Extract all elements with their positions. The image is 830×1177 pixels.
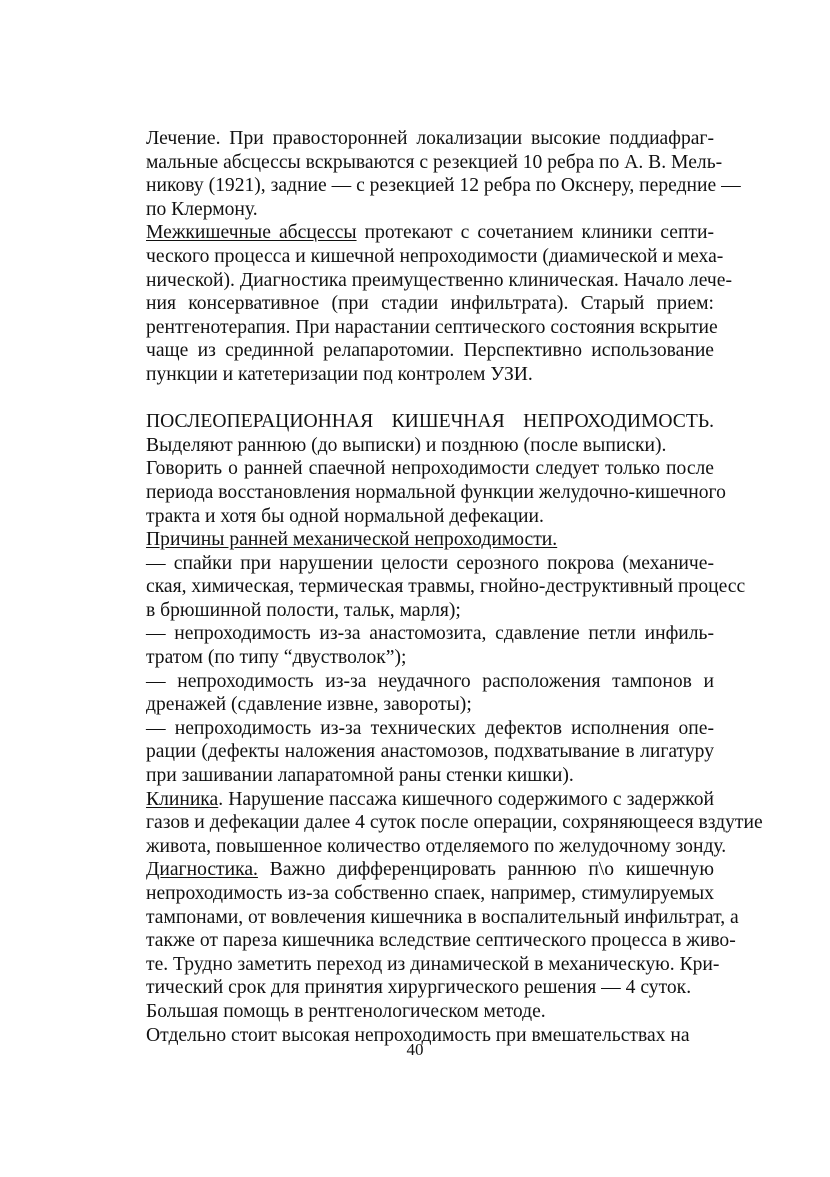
line-text: — непроходимость из-за технических дефектов исполнения опе- [146,717,714,739]
text-line [117,528,714,552]
text-line [117,811,763,835]
text-line [117,292,714,316]
underlined-heading: Причины ранней механической непроходимости. [146,529,558,551]
line-text: в брюшинной полости, тальк, марля); [146,599,461,621]
line-text: непроходимость из-за собственно спаек, например, стимулируемых [146,883,714,904]
line-text: периода восстановления нормальной функции желудочно-кишечного [146,481,726,503]
text-line [117,363,714,387]
line-text: Лечение. При правосторонней локализации высокие поддиафраг- [146,128,714,149]
text-line [117,198,714,222]
line-text: газов и дефекации далее 4 суток после операции, сохряняющееся вздутие [146,812,763,834]
text-line [117,552,714,576]
paragraph-p12 [117,1000,714,1024]
text-line [117,1000,714,1024]
text-line [117,434,714,458]
text-line [117,410,714,434]
list-item-anastomositis [117,622,714,669]
text-line [117,929,736,953]
line-text: Выделяют раннюю (до выписки) и позднюю (после выписки). [146,434,667,456]
subheading-causes [117,528,714,552]
list-item-adhesions [117,552,746,623]
text-line [117,835,727,859]
text-line [117,670,714,694]
line-text: нической). Диагностика преимущественно клиническая. Начало лече- [146,269,732,291]
paragraph-clinic [117,788,763,859]
line-text: ния консервативное (при стадии инфильтрата). Старый прием: [146,293,714,315]
line-text: дренажей (сдавление извне, завороты); [146,694,472,716]
text-line [117,575,746,599]
text-line [117,481,726,505]
text-line [117,740,714,764]
line-text: пункции и катетеризации под контролем УЗИ. [146,363,533,385]
line-text: те. Трудно заметить переход из динамической в механическую. Кри- [146,953,720,975]
underlined-heading: Диагностика. [146,859,258,881]
text-line [117,505,714,529]
paragraph-p4 [117,457,726,528]
line-text: Важно дифференцировать раннюю п\о кишечную [257,859,714,881]
text-line [117,976,714,1000]
text-line [117,788,714,812]
line-text: ПОСЛЕОПЕРАЦИОННАЯ КИШЕЧНАЯ НЕПРОХОДИМОСТЬ. [146,411,714,433]
line-text: Большая помощь в рентгенологическом методе. [146,1000,546,1022]
list-item-technical-defects [117,717,714,788]
section-heading-paragraph [117,410,714,457]
paragraph-diagnostics [117,858,739,1000]
line-text: чаще из срединной релапаротомии. Перспективно использование [146,340,714,362]
text-line [117,316,718,340]
text-line [117,127,714,151]
text-line [117,245,724,269]
line-text: рентгенотерапия. При нарастании септического состояния вскрытие [146,316,718,338]
text-line [117,151,723,175]
line-text: тратом (по типу “двустволок”); [146,647,407,669]
line-text: протекают с сочетанием клиники септи- [356,222,714,244]
underlined-heading: Клиника [146,788,219,810]
line-text: рации (дефекты наложения анастомозов, подхватывание в лигатуру [146,741,714,763]
text-line [117,882,714,906]
text-line [117,174,741,198]
text-line [117,221,714,245]
line-text: . Нарушение пассажа кишечного содержимого с задержкой [218,788,714,810]
text-line [117,858,714,882]
paragraph-p2 [117,221,732,386]
line-text: — непроходимость из-за неудачного расположения тампонов и [146,670,714,692]
line-text: ческого процесса и кишечной непроходимости (диамической и меха- [146,245,724,267]
text-line [117,269,732,293]
text-line [117,764,714,788]
text-line [117,717,714,741]
text-line [117,622,714,646]
line-text: по Клермону. [146,198,258,220]
line-text: тический срок для принятия хирургического решения — 4 суток. [146,977,692,999]
text-line [117,646,714,670]
line-text: при зашивании лапаратомной раны стенки кишки). [146,765,574,787]
text-line [117,906,739,930]
paragraph-p1 [117,127,741,221]
text-line [117,457,714,481]
line-text: Говорить о ранней спаечной непроходимости следует только после [146,458,714,480]
section-gap [117,387,714,411]
text-line [117,599,714,623]
text-line [117,953,720,977]
text-line [117,339,714,363]
line-text: тампонами, от вовлечения кишечника в воспалительный инфильтрат, а [146,906,739,928]
line-text: никову (1921), задние — с резекцией 12 ребра по Окснеру, передние — [146,175,741,197]
list-item-tampons [117,670,714,717]
underlined-heading: Межкишечные абсцессы [146,222,357,244]
document-page [117,127,763,1047]
line-text: также от пареза кишечника вследствие септического процесса в живо- [146,930,736,952]
page-number: 40 [406,1040,424,1059]
line-text: — спайки при нарушении целости серозного покрова (механиче- [146,552,714,574]
line-text: тракта и хотя бы одной нормальной дефекации. [146,505,544,527]
text-line [117,693,714,717]
line-text: живота, повышенное количество отделяемого по желудочному зонду. [146,835,727,857]
line-text: Отдельно стоит высокая непроходимость при вмешательствах на [146,1024,690,1046]
line-text: — непроходимость из-за анастомозита, сдавление петли инфиль- [146,623,714,645]
line-text: мальные абсцессы вскрываются с резекцией 10 ребра по А. В. Мель- [146,151,723,173]
line-text: ская, химическая, термическая травмы, гнойно-деструктивный процесс [146,576,746,598]
